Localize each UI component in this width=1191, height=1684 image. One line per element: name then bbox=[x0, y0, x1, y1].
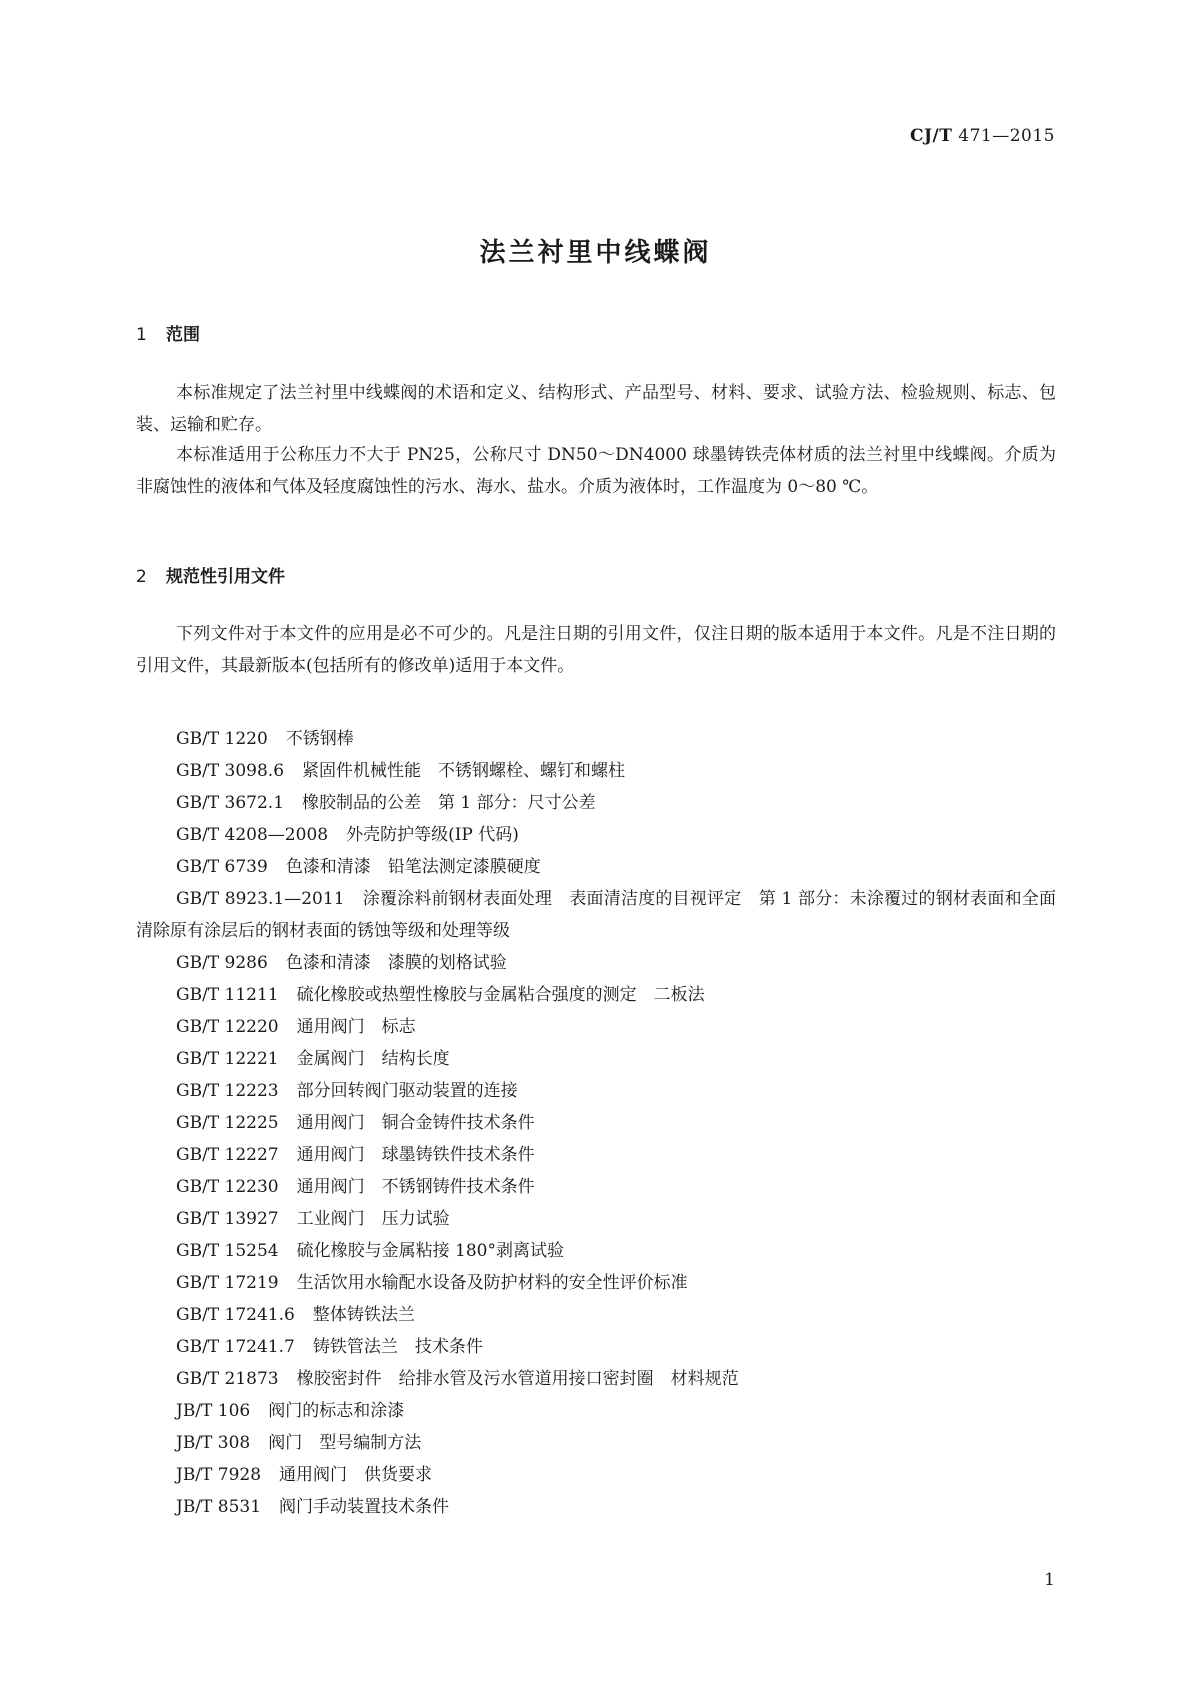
reference-item bbox=[136, 979, 1056, 1011]
reference-item bbox=[136, 755, 1056, 787]
section-title: 规范性引用文件 bbox=[166, 567, 285, 587]
reference-title: 橡胶密封件 给排水管及污水管道用接口密封圈 材料规范 bbox=[296, 1369, 739, 1389]
reference-title: 部分回转阀门驱动装置的连接 bbox=[296, 1081, 518, 1101]
reference-code: GB/T 12221 bbox=[176, 1049, 279, 1069]
standard-code-prefix: CJ/T bbox=[909, 126, 953, 146]
reference-title: 阀门手动装置技术条件 bbox=[279, 1497, 450, 1517]
reference-code: GB/T 12230 bbox=[176, 1177, 279, 1197]
reference-title: 阀门 型号编制方法 bbox=[268, 1433, 422, 1453]
reference-item bbox=[136, 1299, 1056, 1331]
reference-title: 通用阀门 球墨铸铁件技术条件 bbox=[296, 1145, 535, 1165]
scope-paragraph-1: 本标准规定了法兰衬里中线蝶阀的术语和定义、结构形式、产品型号、材料、要求、试验方法、检验规则、标志、包装、运输和贮存。 bbox=[136, 383, 1056, 435]
reference-title: 整体铸铁法兰 bbox=[312, 1305, 415, 1325]
reference-item bbox=[136, 851, 1056, 883]
reference-title: 橡胶制品的公差 第 1 部分：尺寸公差 bbox=[302, 793, 596, 813]
reference-item bbox=[136, 1427, 1056, 1459]
reference-code: GB/T 17219 bbox=[176, 1273, 279, 1293]
reference-code: GB/T 3098.6 bbox=[176, 761, 285, 781]
reference-code: GB/T 11211 bbox=[176, 985, 279, 1005]
reference-code: GB/T 12223 bbox=[176, 1081, 279, 1101]
scope-paragraph-2: 本标准适用于公称压力不大于 PN25，公称尺寸 DN50～DN4000 球墨铸铁壳体材质的法兰衬里中线蝶阀。介质为非腐蚀性的液体和气体及轻度腐蚀性的污水、海水、盐水。介质为液体时，工作温度为 0～80 ℃。 bbox=[136, 445, 1056, 497]
reference-title: 通用阀门 铜合金铸件技术条件 bbox=[296, 1113, 535, 1133]
references-intro: 下列文件对于本文件的应用是必不可少的。凡是注日期的引用文件，仅注日期的版本适用于本文件。凡是不注日期的引用文件，其最新版本(包括所有的修改单)适用于本文件。 bbox=[136, 624, 1056, 676]
reference-title: 生活饮用水输配水设备及防护材料的安全性评价标准 bbox=[296, 1273, 688, 1293]
section-2-heading bbox=[136, 562, 285, 587]
reference-code: GB/T 15254 bbox=[176, 1241, 279, 1261]
reference-title: 涂覆涂料前钢材表面处理 表面清洁度的目视评定 第 1 部分：未涂覆过的钢材表面和全面清除原有涂层后的钢材表面的锈蚀等级和处理等级 bbox=[136, 889, 1056, 941]
reference-title: 外壳防护等级(IP 代码) bbox=[346, 825, 519, 845]
reference-code: GB/T 8923.1—2011 bbox=[176, 889, 345, 909]
reference-code: GB/T 4208—2008 bbox=[176, 825, 329, 845]
reference-code: JB/T 106 bbox=[176, 1401, 251, 1421]
reference-item bbox=[136, 1011, 1056, 1043]
reference-item bbox=[136, 1171, 1056, 1203]
reference-code: JB/T 8531 bbox=[176, 1497, 262, 1517]
reference-item bbox=[136, 1491, 1056, 1523]
reference-item bbox=[136, 1235, 1056, 1267]
reference-item bbox=[136, 1459, 1056, 1491]
reference-title: 阀门的标志和涂漆 bbox=[268, 1401, 405, 1421]
reference-item bbox=[136, 819, 1056, 851]
standard-code bbox=[910, 126, 1055, 146]
reference-item bbox=[136, 883, 1056, 947]
reference-code: GB/T 21873 bbox=[176, 1369, 279, 1389]
reference-item bbox=[136, 723, 1056, 755]
reference-code: GB/T 3672.1 bbox=[176, 793, 285, 813]
reference-item bbox=[136, 1139, 1056, 1171]
reference-code: GB/T 12227 bbox=[176, 1145, 279, 1165]
reference-code: GB/T 6739 bbox=[176, 857, 268, 877]
reference-item bbox=[136, 787, 1056, 819]
reference-item bbox=[136, 1331, 1056, 1363]
reference-title: 金属阀门 结构长度 bbox=[296, 1049, 450, 1069]
reference-code: GB/T 9286 bbox=[176, 953, 268, 973]
reference-title: 紧固件机械性能 不锈钢螺栓、螺钉和螺柱 bbox=[302, 761, 626, 781]
normative-reference-list bbox=[136, 723, 1056, 1523]
document-title: 法兰衬里中线蝶阀 bbox=[479, 238, 712, 268]
reference-item bbox=[136, 1203, 1056, 1235]
reference-code: JB/T 7928 bbox=[176, 1465, 262, 1485]
reference-title: 色漆和清漆 漆膜的划格试验 bbox=[285, 953, 507, 973]
reference-title: 色漆和清漆 铅笔法测定漆膜硬度 bbox=[285, 857, 541, 877]
section-1-heading bbox=[136, 320, 200, 345]
reference-code: GB/T 12225 bbox=[176, 1113, 279, 1133]
section-number: 1 bbox=[136, 325, 147, 345]
reference-title: 不锈钢棒 bbox=[285, 729, 354, 749]
reference-item bbox=[136, 1395, 1056, 1427]
reference-item bbox=[136, 1043, 1056, 1075]
section-number: 2 bbox=[136, 567, 147, 587]
reference-code: JB/T 308 bbox=[176, 1433, 251, 1453]
reference-code: GB/T 1220 bbox=[176, 729, 268, 749]
reference-title: 铸铁管法兰 技术条件 bbox=[312, 1337, 483, 1357]
standard-code-number: 471—2015 bbox=[958, 126, 1055, 146]
reference-item bbox=[136, 1363, 1056, 1395]
reference-title: 通用阀门 供货要求 bbox=[279, 1465, 433, 1485]
reference-item bbox=[136, 1075, 1056, 1107]
reference-title: 硫化橡胶或热塑性橡胶与金属粘合强度的测定 二板法 bbox=[296, 985, 705, 1005]
reference-item bbox=[136, 947, 1056, 979]
page-number: 1 bbox=[1044, 1570, 1055, 1590]
reference-code: GB/T 13927 bbox=[176, 1209, 279, 1229]
section-title: 范围 bbox=[166, 325, 200, 345]
reference-code: GB/T 17241.6 bbox=[176, 1305, 295, 1325]
reference-code: GB/T 17241.7 bbox=[176, 1337, 295, 1357]
reference-title: 通用阀门 不锈钢铸件技术条件 bbox=[296, 1177, 535, 1197]
reference-item bbox=[136, 1107, 1056, 1139]
reference-title: 工业阀门 压力试验 bbox=[296, 1209, 450, 1229]
reference-title: 硫化橡胶与金属粘接 180°剥离试验 bbox=[296, 1241, 564, 1261]
reference-code: GB/T 12220 bbox=[176, 1017, 279, 1037]
reference-item bbox=[136, 1267, 1056, 1299]
reference-title: 通用阀门 标志 bbox=[296, 1017, 416, 1037]
